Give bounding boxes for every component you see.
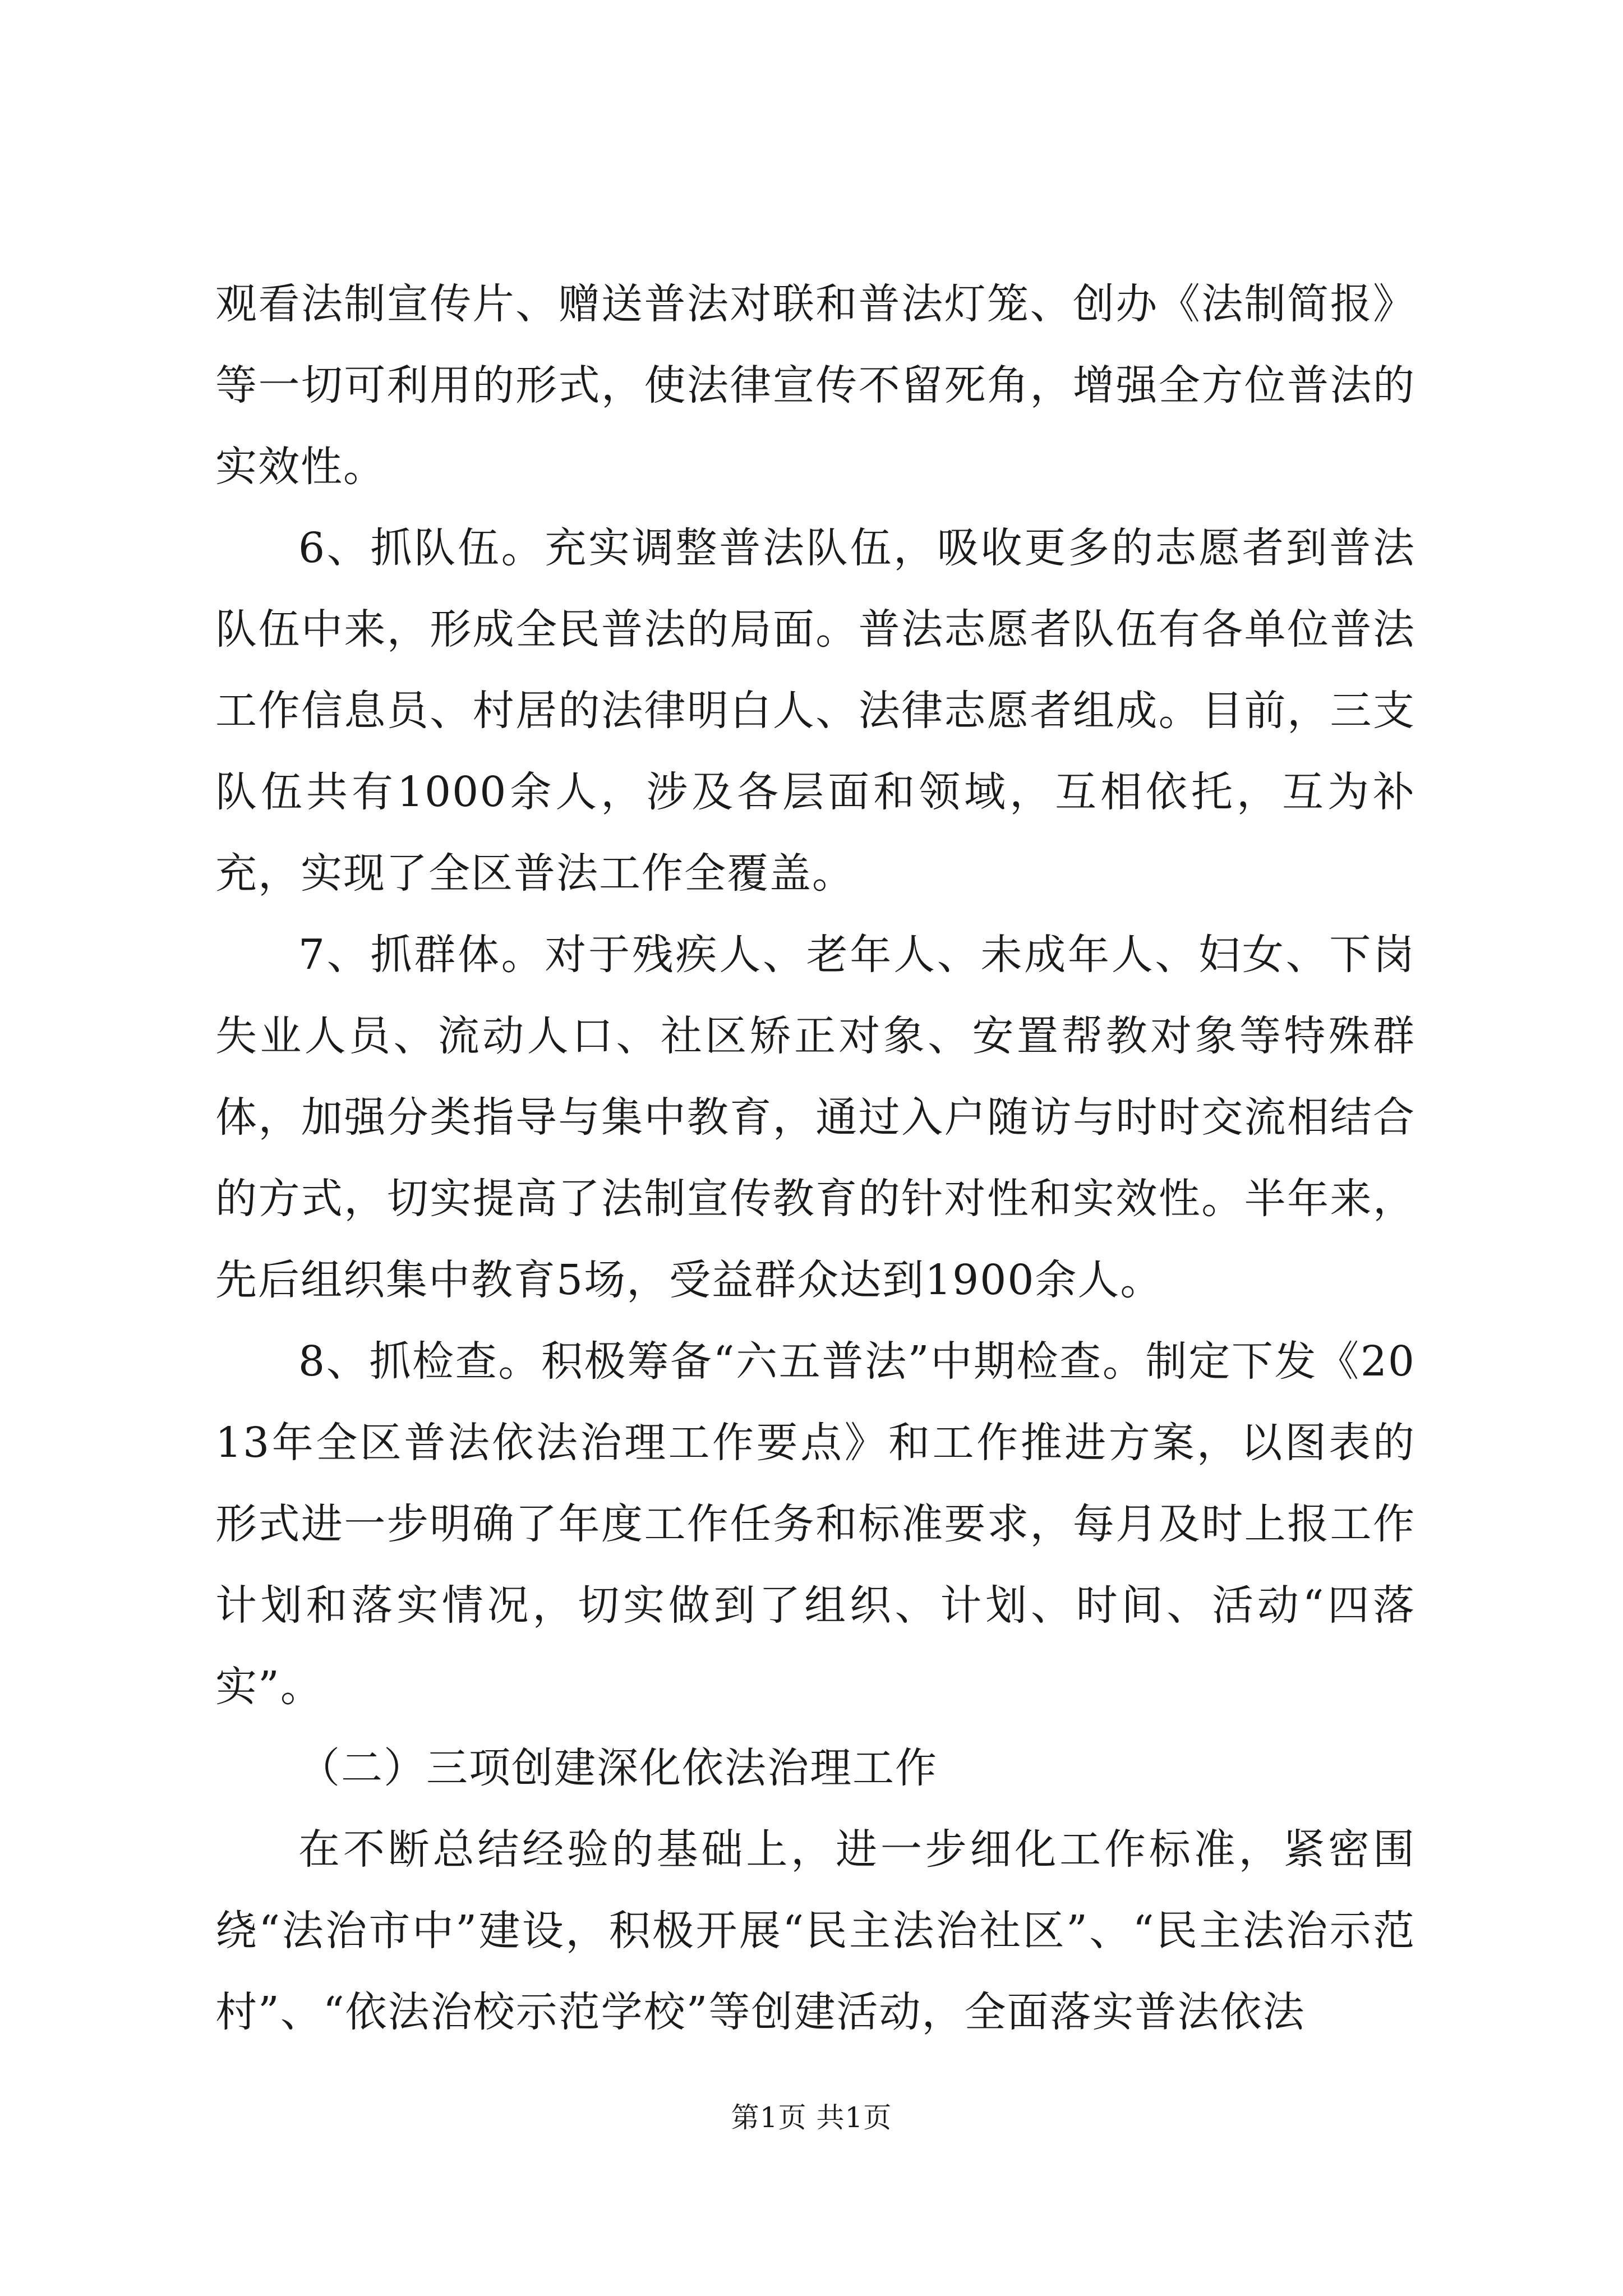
paragraph-item-6: 6、抓队伍。充实调整普法队伍，吸收更多的志愿者到普法队伍中来，形成全民普法的局面。普法志愿者队伍有各单位普法工作信息员、村居的法律明白人、法律志愿者组成。目前，三支队伍共有1000余人，涉及各层面和领域，互相依托，互为补充，实现了全区普法工作全覆盖。 — [215, 524, 1415, 898]
paragraph-item-7: 7、抓群体。对于残疾人、老年人、未成年人、妇女、下岗失业人员、流动人口、社区矫正对象、安置帮教对象等特殊群体，加强分类指导与集中教育，通过入户随访与时时交流相结合的方式，切实提高了法制宣传教育的针对性和实效性。半年来，先后组织集中教育5场，受益群众达到1900余人。 — [215, 931, 1415, 1304]
paragraph-section-intro: 在不断总结经验的基础上，进一步细化工作标准，紧密围绕“法治市中”建设，积极开展“民主法治社区”、“民主法治示范村”、“依法治校示范学校”等创建活动，全面落实普法依法 — [215, 1825, 1415, 2036]
section-heading: （二）三项创建深化依法治理工作 — [298, 1744, 938, 1792]
page-number-footer: 第1页 共1页 — [731, 2101, 892, 2134]
paragraph-item-8: 8、抓检查。积极筹备“六五普法”中期检查。制定下发《2013年全区普法依法治理工作要点》和工作推进方案，以图表的形式进一步明确了年度工作任务和标准要求，每月及时上报工作计划和落实情况，切实做到了组织、计划、时间、活动“四落实”。 — [215, 1337, 1415, 1711]
paragraph-continuation: 观看法制宣传片、赠送普法对联和普法灯笼、创办《法制简报》等一切可利用的形式，使法律宣传不留死角，增强全方位普法的实效性。 — [215, 280, 1415, 491]
document-body — [215, 264, 1415, 2053]
